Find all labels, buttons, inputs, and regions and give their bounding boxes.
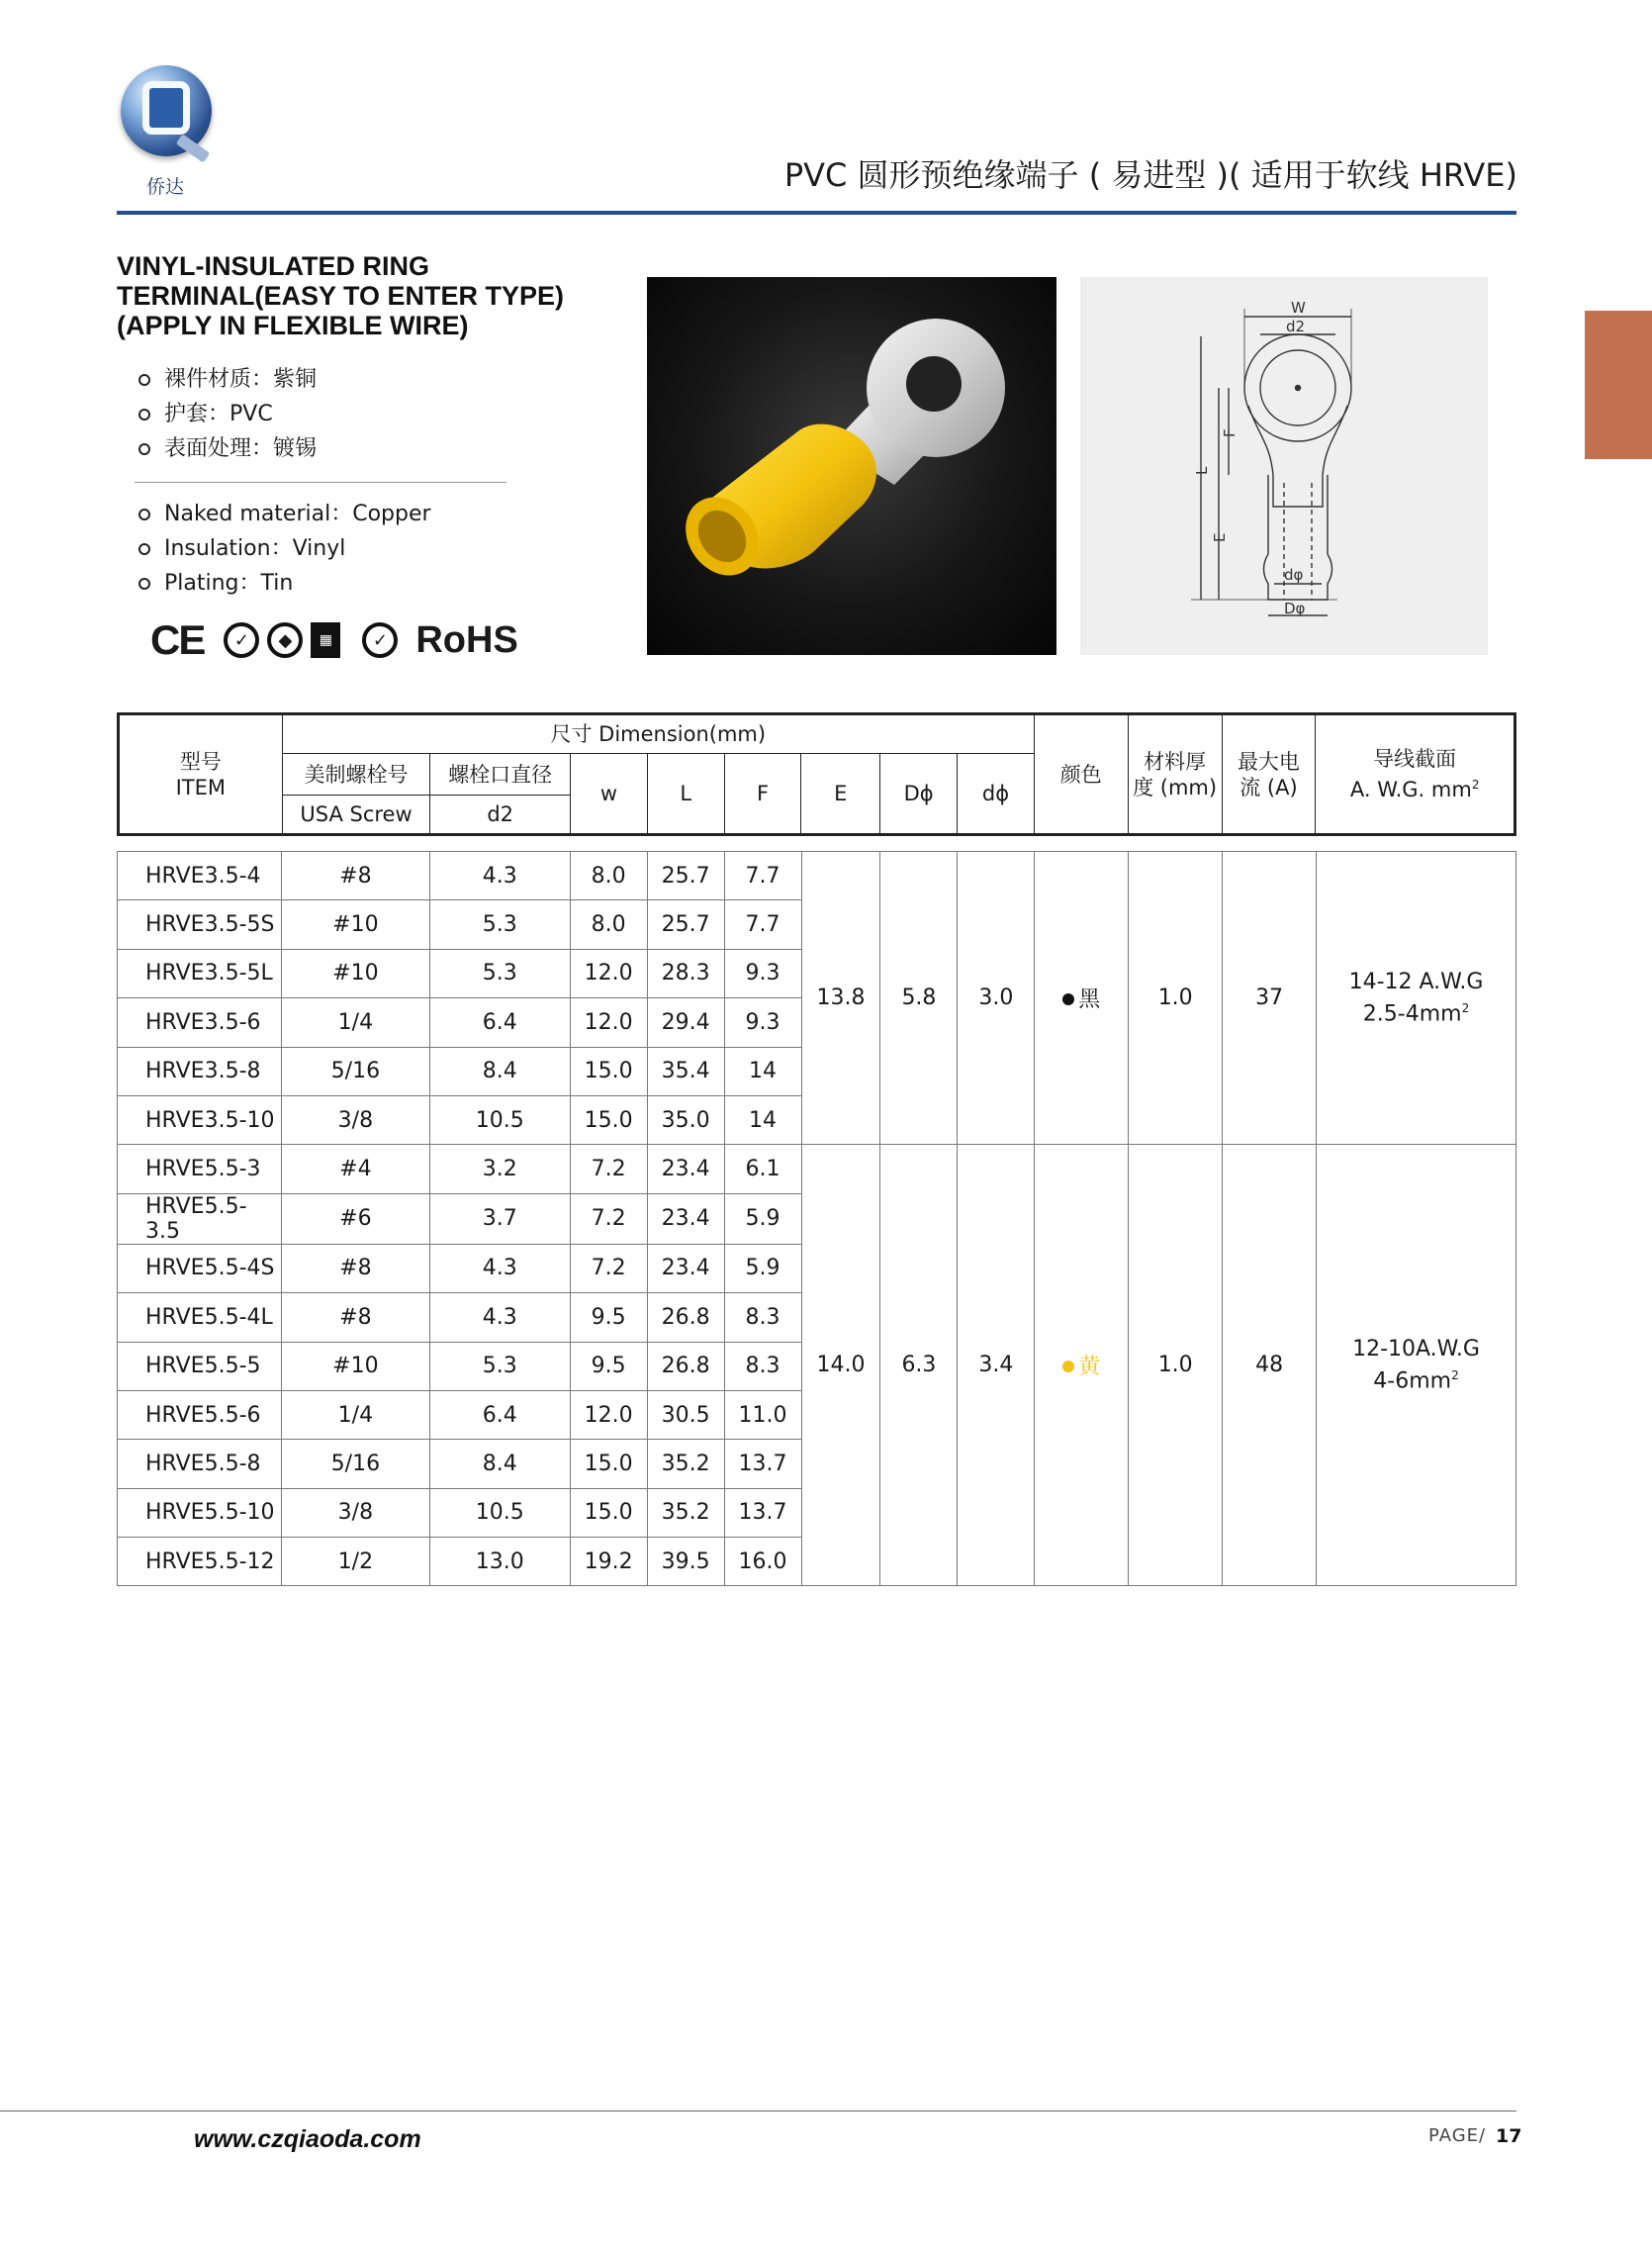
diagram-label-d2: d2: [1286, 318, 1306, 335]
certification-logos: [150, 615, 518, 665]
header-divider: [117, 211, 1516, 215]
color-name: 黄: [1078, 1355, 1101, 1380]
d2-cell: 10.5: [429, 1095, 570, 1144]
header-Dphi: Dϕ: [880, 754, 958, 835]
item-cell: HRVE3.5-10: [118, 1095, 282, 1144]
ccc-mark-icon: ✓: [224, 622, 259, 658]
big-d-cell: 5.8: [880, 852, 958, 1145]
d2-cell: 4.3: [429, 1244, 570, 1292]
w-cell: 15.0: [570, 1047, 647, 1095]
terminal-drawing: [1080, 277, 1488, 655]
header-thickness-line: 度 (mm): [1133, 775, 1218, 799]
w-cell: 7.2: [570, 1145, 647, 1193]
item-cell: HRVE3.5-8: [118, 1047, 282, 1095]
w-cell: 9.5: [570, 1342, 647, 1390]
wire-mm: $4-6mm^2$: [1373, 1367, 1459, 1394]
header-dimension: 尺寸 Dimension(mm): [282, 714, 1034, 754]
l-cell: 35.0: [647, 1095, 724, 1144]
l-cell: 26.8: [647, 1293, 724, 1342]
spec-text: 裸件材质：紫铜: [164, 367, 318, 392]
l-cell: 23.4: [647, 1244, 724, 1292]
header-thickness-line: 材料厚: [1144, 749, 1207, 774]
wire-awg: 12-10A.W.G: [1352, 1336, 1480, 1361]
w-cell: 19.2: [570, 1538, 647, 1586]
w-cell: 8.0: [570, 852, 647, 900]
wire-cell: [1317, 852, 1516, 1145]
screw-cell: 5/16: [281, 1047, 429, 1095]
header-f: F: [724, 754, 801, 835]
item-cell: HRVE5.5-8: [118, 1440, 282, 1488]
spec-list-english: [138, 497, 431, 601]
header-wire-unit: A. W.G. mm: [1349, 778, 1472, 801]
l-cell: 26.8: [647, 1342, 724, 1390]
f-cell: 8.3: [724, 1342, 801, 1390]
d2-cell: 5.3: [429, 900, 570, 949]
page-title: PVC 圆形预绝缘端子 ( 易进型 )( 适用于软线 HRVE): [783, 156, 1517, 194]
header-current-line: 最大电: [1237, 749, 1300, 774]
screw-cell: 1/4: [281, 1390, 429, 1439]
diagram-label-Dphi: Dφ: [1284, 600, 1306, 617]
color-dot-icon: [1062, 1361, 1074, 1372]
header-l: L: [647, 754, 724, 835]
company-logo: [117, 61, 218, 200]
spec-item: [138, 362, 317, 397]
d2-cell: 10.5: [429, 1488, 570, 1537]
bullet-icon: [138, 374, 150, 386]
item-cell: HRVE5.5-4L: [118, 1293, 282, 1342]
d2-cell: 8.4: [429, 1440, 570, 1488]
item-cell: HRVE5.5-12: [118, 1538, 282, 1586]
w-cell: 15.0: [570, 1440, 647, 1488]
e-cell: 14.0: [801, 1145, 880, 1586]
f-cell: 5.9: [724, 1193, 801, 1244]
header-current: [1222, 714, 1316, 835]
header-current-line: 流 (A): [1239, 775, 1298, 799]
item-cell: HRVE3.5-5L: [118, 949, 282, 997]
small-d-cell: 3.0: [958, 852, 1035, 1145]
spec-text: 护套：PVC: [164, 402, 273, 426]
d2-cell: 4.3: [429, 852, 570, 900]
screw-cell: 5/16: [281, 1440, 429, 1488]
sgs-mark-icon: ✓: [362, 622, 398, 658]
w-cell: 15.0: [570, 1095, 647, 1144]
product-title: [117, 251, 564, 340]
ce-mark-icon: CE: [150, 616, 205, 663]
l-cell: 35.2: [647, 1488, 724, 1537]
d2-cell: 4.3: [429, 1293, 570, 1342]
wire-mm: $2.5-4mm^2$: [1362, 1000, 1470, 1026]
f-cell: 5.9: [724, 1244, 801, 1292]
e-cell: 13.8: [801, 852, 880, 1145]
spec-table-body: [117, 851, 1516, 1586]
big-d-cell: 6.3: [880, 1145, 958, 1586]
thickness-cell: 1.0: [1129, 852, 1223, 1145]
item-cell: HRVE3.5-4: [118, 852, 282, 900]
product-title-line: TERMINAL(EASY TO ENTER TYPE): [117, 281, 565, 311]
section-tab-marker: [1585, 311, 1652, 459]
f-cell: 11.0: [724, 1390, 801, 1439]
spec-list-chinese: [138, 362, 317, 466]
screw-cell: 3/8: [281, 1488, 429, 1537]
table-row: [118, 1145, 1516, 1193]
color-dot-icon: [1062, 993, 1074, 1005]
f-cell: 14: [724, 1047, 801, 1095]
item-cell: HRVE5.5-6: [118, 1390, 282, 1439]
l-cell: 30.5: [647, 1390, 724, 1439]
f-cell: 8.3: [724, 1293, 801, 1342]
f-cell: 7.7: [724, 852, 801, 900]
header-color: 颜色: [1034, 714, 1128, 835]
wire-cell: [1317, 1145, 1516, 1586]
l-cell: 35.2: [647, 1440, 724, 1488]
w-cell: 12.0: [570, 1390, 647, 1439]
w-cell: 12.0: [570, 949, 647, 997]
spec-divider: [135, 482, 506, 483]
d2-cell: 5.3: [429, 1342, 570, 1390]
header-wire-line: 导线截面: [1373, 747, 1457, 771]
wire-awg: 14-12 A.W.G: [1348, 969, 1484, 994]
bullet-icon: [138, 509, 150, 520]
wire-mm-value: 2.5-4mm: [1362, 1000, 1462, 1026]
l-cell: 35.4: [647, 1047, 724, 1095]
spec-item: [138, 497, 431, 531]
diagram-label-e: E: [1211, 532, 1229, 542]
spec-text: Naked material：Copper: [164, 502, 431, 526]
l-cell: 29.4: [647, 998, 724, 1047]
spec-text: 表面处理：镀锡: [164, 436, 318, 461]
ring-terminal-image: [647, 277, 1056, 655]
item-cell: HRVE5.5-4S: [118, 1244, 282, 1292]
screw-cell: 1/2: [281, 1538, 429, 1586]
color-cell: [1035, 852, 1129, 1145]
header-e: E: [801, 754, 880, 835]
l-cell: 23.4: [647, 1193, 724, 1244]
f-cell: 6.1: [724, 1145, 801, 1193]
header-d2-en: d2: [430, 796, 571, 835]
product-title-line: (APPLY IN FLEXIBLE WIRE): [117, 311, 469, 340]
l-cell: 39.5: [647, 1538, 724, 1586]
f-cell: 7.7: [724, 900, 801, 949]
screw-cell: #10: [281, 1342, 429, 1390]
item-cell: HRVE5.5-10: [118, 1488, 282, 1537]
header-wire: [1316, 714, 1515, 835]
screw-cell: 3/8: [281, 1095, 429, 1144]
item-cell: HRVE5.5-3: [118, 1145, 282, 1193]
f-cell: 16.0: [724, 1538, 801, 1586]
spec-table-header: [117, 712, 1516, 836]
d2-cell: 3.7: [429, 1193, 570, 1244]
w-cell: 7.2: [570, 1244, 647, 1292]
f-cell: 13.7: [724, 1488, 801, 1537]
header-item: [119, 714, 283, 835]
item-cell: HRVE3.5-5S: [118, 900, 282, 949]
diagram-label-w: W: [1291, 299, 1306, 317]
product-title-line: VINYL-INSULATED RING: [117, 251, 429, 281]
item-cell: HRVE5.5-3.5: [118, 1193, 282, 1244]
l-cell: 25.7: [647, 852, 724, 900]
f-cell: 13.7: [724, 1440, 801, 1488]
dimension-diagram: [1080, 277, 1488, 655]
item-cell: HRVE5.5-5: [118, 1342, 282, 1390]
bullet-icon: [138, 409, 150, 421]
f-cell: 9.3: [724, 949, 801, 997]
spec-item: [138, 531, 431, 566]
header-thickness: [1128, 714, 1222, 835]
header-screw-cn: 美制螺栓号: [282, 754, 430, 796]
w-cell: 15.0: [570, 1488, 647, 1537]
d2-cell: 13.0: [429, 1538, 570, 1586]
f-cell: 14: [724, 1095, 801, 1144]
screw-cell: #8: [281, 1293, 429, 1342]
w-cell: 12.0: [570, 998, 647, 1047]
logo-letter-d: [142, 81, 190, 135]
screw-cell: #6: [281, 1193, 429, 1244]
quality-mark-icon: ◆: [267, 622, 303, 658]
item-cell: HRVE3.5-6: [118, 998, 282, 1047]
diagram-label-f: F: [1221, 428, 1239, 437]
d2-cell: 5.3: [429, 949, 570, 997]
screw-cell: #4: [281, 1145, 429, 1193]
d2-cell: 6.4: [429, 998, 570, 1047]
header-wire-line: A. W.G. $mm^2$: [1349, 778, 1480, 801]
f-cell: 9.3: [724, 998, 801, 1047]
table-row: [118, 852, 1516, 900]
page-label: PAGE/: [1428, 2125, 1487, 2146]
header-w: w: [571, 754, 648, 835]
bullet-icon: [138, 543, 150, 555]
w-cell: 9.5: [570, 1293, 647, 1342]
small-d-cell: 3.4: [958, 1145, 1035, 1586]
rohs-mark: RoHS: [415, 618, 518, 661]
spec-text: Plating：Tin: [164, 571, 294, 596]
color-cell: [1035, 1145, 1129, 1586]
ul-mark-icon: ▦: [311, 622, 340, 658]
screw-cell: #10: [281, 949, 429, 997]
spec-item: [138, 431, 317, 466]
website-url: www.czqiaoda.com: [194, 2125, 421, 2153]
page-number: 17: [1496, 2125, 1522, 2147]
spec-item: [138, 566, 431, 601]
screw-cell: #8: [281, 1244, 429, 1292]
color-name: 黑: [1078, 987, 1101, 1013]
header-item-cn: 型号: [179, 749, 222, 774]
bullet-icon: [138, 443, 150, 455]
screw-cell: #8: [281, 852, 429, 900]
header-screw-en: USA Screw: [282, 796, 430, 835]
product-photo: [647, 277, 1056, 655]
diagram-label-dphi: dφ: [1284, 566, 1304, 584]
header-item-en: ITEM: [175, 775, 227, 799]
thickness-cell: 1.0: [1129, 1145, 1223, 1586]
logo-text: 侨达: [146, 176, 185, 198]
d2-cell: 6.4: [429, 1390, 570, 1439]
bullet-icon: [138, 578, 150, 590]
spec-text: Insulation：Vinyl: [164, 536, 346, 561]
l-cell: 28.3: [647, 949, 724, 997]
header-d2-cn: 螺栓口直径: [430, 754, 571, 796]
wire-mm-value: 4-6mm: [1373, 1368, 1452, 1394]
screw-cell: 1/4: [281, 998, 429, 1047]
spec-item: [138, 397, 317, 431]
d2-cell: 8.4: [429, 1047, 570, 1095]
w-cell: 8.0: [570, 900, 647, 949]
l-cell: 25.7: [647, 900, 724, 949]
current-cell: 48: [1223, 1145, 1317, 1586]
w-cell: 7.2: [570, 1193, 647, 1244]
diagram-label-l: L: [1193, 466, 1211, 475]
l-cell: 23.4: [647, 1145, 724, 1193]
d2-cell: 3.2: [429, 1145, 570, 1193]
header-dphi: dϕ: [958, 754, 1035, 835]
screw-cell: #10: [281, 900, 429, 949]
current-cell: 37: [1223, 852, 1317, 1145]
